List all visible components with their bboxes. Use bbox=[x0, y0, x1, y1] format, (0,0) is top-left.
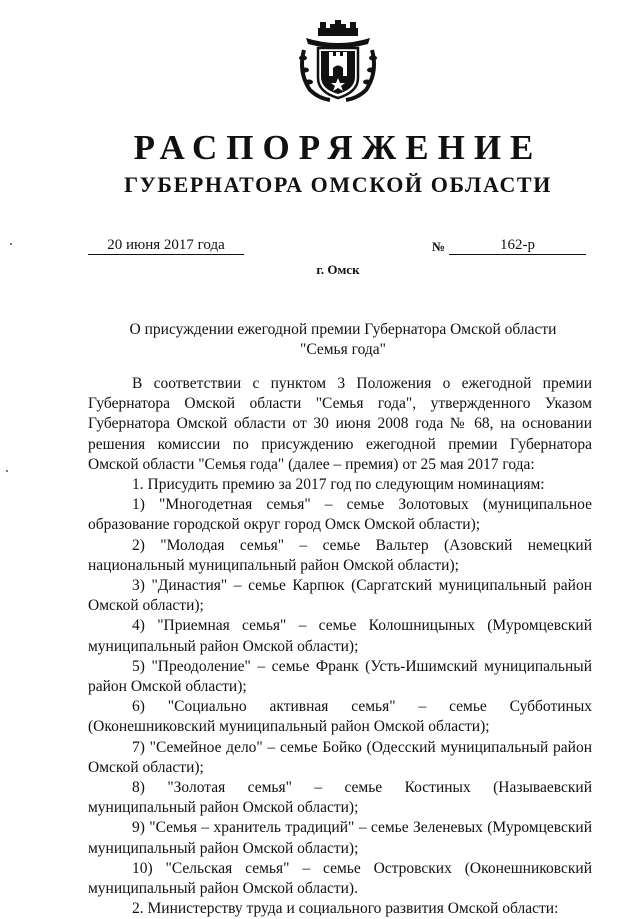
document-subtitle: ГУБЕРНАТОРА ОМСКОЙ ОБЛАСТИ bbox=[124, 172, 552, 197]
paragraph-preamble: В соответствии с пунктом 3 Положения о ежегодной премии Губернатора Омской области "Семья года", утвержденного Указом Губернатора Омской области от 30 июня 2008 года № 68, на основании решения комиссии по присуждению ежегодной премии Губернатора Омской области "Семья года" (далее – премия) от 25 мая 2017 года: bbox=[88, 375, 592, 473]
nomination-6: 6) "Социально активная семья" – семье Субботиных (Оконешниковский муниципальный район Омской области); bbox=[88, 698, 592, 736]
nomination-8: 8) "Золотая семья" – семье Костиных (Называевский муниципальный район Омской области); bbox=[88, 779, 592, 817]
document-body bbox=[88, 374, 592, 919]
document-heading bbox=[88, 320, 598, 360]
nomination-7: 7) "Семейное дело" – семье Бойко (Одесский муниципальный район Омской области); bbox=[88, 738, 592, 776]
document-number: 162-р bbox=[449, 236, 586, 255]
scan-mark bbox=[10, 243, 12, 245]
nomination-2: 2) "Молодая семья" – семье Вальтер (Азовский немецкий национальный муниципальный район Омской области); bbox=[88, 536, 592, 574]
document-city: г. Омск bbox=[316, 262, 360, 277]
scan-mark bbox=[6, 470, 8, 472]
paragraph-item-2: 2. Министерству труда и социального развития Омской области: bbox=[132, 900, 559, 918]
nomination-5: 5) "Преодоление" – семье Франк (Усть-Ишимский муниципальный район Омской области); bbox=[88, 657, 592, 696]
nomination-9: 9) "Семья – хранитель традиций" – семье Зеленевых (Муромцевский муниципальный район Омской области); bbox=[88, 819, 592, 857]
document-date: 20 июня 2017 года bbox=[88, 236, 244, 255]
document-number-label: № bbox=[432, 239, 446, 254]
coat-of-arms-emblem bbox=[296, 20, 380, 104]
document-title: РАСПОРЯЖЕНИЕ bbox=[133, 128, 543, 167]
nomination-3: 3) "Династия" – семье Карпюк (Саргатский муниципальный район Омской области); bbox=[88, 577, 592, 615]
document-heading-line2: "Семья года" bbox=[300, 341, 386, 358]
nomination-4: 4) "Приемная семья" – семье Колошницыных (Муромцевский муниципальный район Омской области); bbox=[88, 617, 592, 655]
nomination-10: 10) "Сельская семья" – семье Островских (Оконешниковский муниципальный район Омской области). bbox=[88, 859, 592, 898]
nomination-1: 1) "Многодетная семья" – семье Золотовых (муниципальное образование городской округ город Омск Омской области); bbox=[88, 496, 592, 534]
paragraph-item-1: 1. Присудить премию за 2017 год по следующим номинациям: bbox=[132, 476, 545, 494]
document-heading-line1: О присуждении ежегодной премии Губернатора Омской области bbox=[129, 321, 557, 338]
